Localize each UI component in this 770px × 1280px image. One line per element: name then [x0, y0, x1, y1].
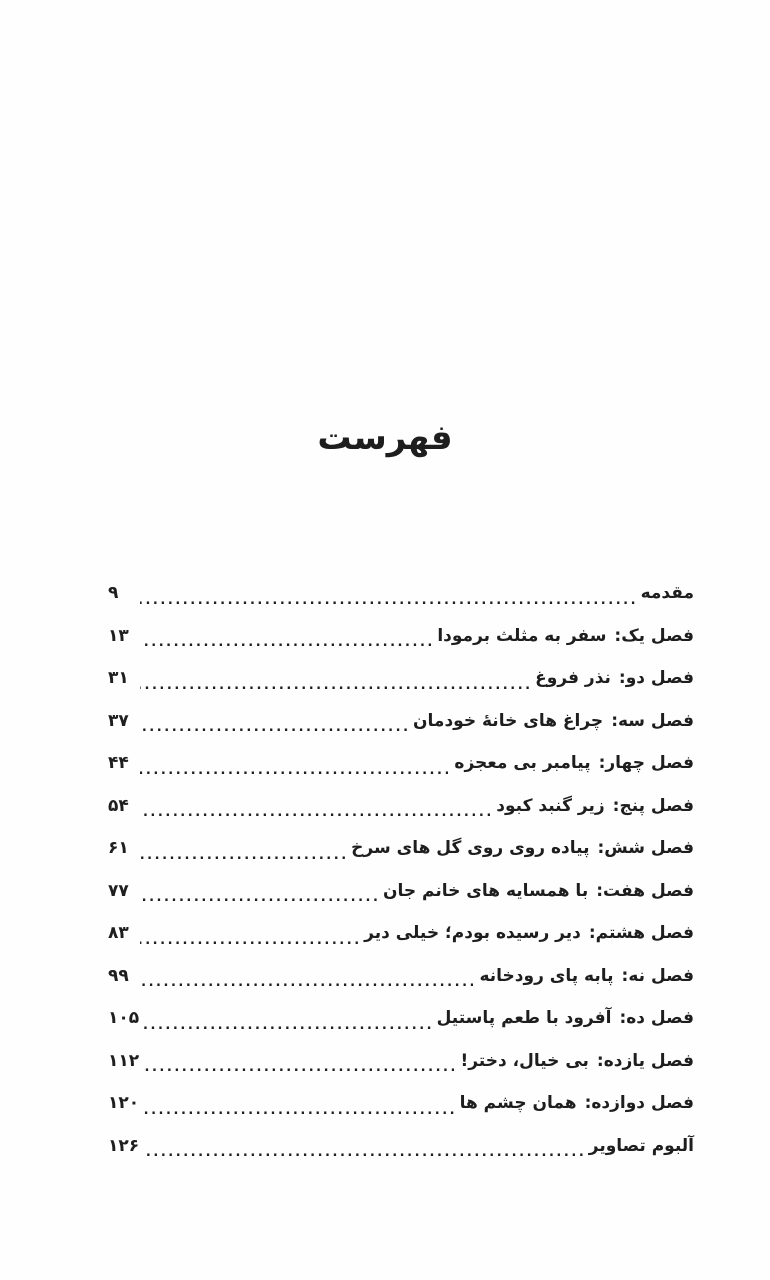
toc-entry-label: مقدمه	[640, 583, 694, 603]
toc-entry	[108, 997, 694, 1040]
toc-page-number: ۷۷	[108, 880, 129, 901]
toc-page-number: ۱۰۵	[108, 1008, 140, 1028]
toc-entry	[108, 572, 694, 615]
toc-dot-leader	[140, 912, 358, 955]
toc-entry-title	[490, 785, 694, 828]
toc-entry-subtitle: نذر فروغ	[535, 668, 611, 688]
toc-entry-subtitle: دیر رسیده بودم؛ خیلی دیر	[364, 923, 581, 943]
toc-entry-title	[448, 742, 694, 785]
toc-entry-label: فصل هشتم:	[588, 923, 694, 943]
toc-entry	[108, 1125, 694, 1168]
toc-entry-subtitle: پیامبر بی معجزه	[454, 753, 591, 773]
toc-entry-subtitle: زیر گنبد کبود	[496, 795, 605, 816]
toc-dot-leader	[140, 700, 407, 743]
toc-entry-title	[431, 997, 694, 1040]
toc-page-number: ۴۴	[108, 753, 129, 773]
toc-entry	[108, 955, 694, 998]
toc-entry-title	[635, 572, 694, 615]
toc-entry-title	[473, 955, 694, 998]
toc-dot-leader	[143, 1082, 453, 1125]
toc-page-number: ۹۹	[108, 965, 129, 986]
toc-entry-label: فصل یک:	[614, 625, 694, 646]
toc-entry-label: فصل شش:	[597, 838, 694, 858]
toc-entry	[108, 870, 694, 913]
toc-entry-label: آلبوم تصاویر	[588, 1135, 694, 1156]
toc-entry-title	[529, 657, 694, 700]
toc-page-number: ۱۲۰	[108, 1093, 140, 1113]
toc-entry-subtitle: چراغ های خانۀ خودمان	[413, 710, 604, 731]
toc-entry	[108, 700, 694, 743]
toc-entry-title	[377, 870, 694, 913]
toc-entry	[108, 827, 694, 870]
toc-entry	[108, 1082, 694, 1125]
toc-entry	[108, 742, 694, 785]
toc-entry-subtitle: همان چشم ها	[459, 1093, 577, 1113]
toc-dot-leader	[143, 1040, 454, 1083]
toc-entry	[108, 615, 694, 658]
toc-entry-label: فصل یازده:	[596, 1050, 694, 1071]
toc-dot-leader	[140, 955, 473, 998]
toc-entry-label: فصل ده:	[619, 1008, 694, 1028]
toc-page-number: ۶۱	[108, 838, 129, 858]
toc-dot-leader	[140, 870, 377, 913]
toc-entry-title	[454, 1040, 694, 1083]
toc-page-number: ۱۳	[108, 625, 129, 646]
toc-entry-label: فصل سه:	[611, 710, 694, 731]
toc-dot-leader	[140, 785, 490, 828]
toc-entry-subtitle: پابه پای رودخانه	[479, 965, 614, 986]
table-of-contents	[108, 572, 694, 1167]
toc-entry-label: فصل چهار:	[598, 753, 694, 773]
toc-dot-leader	[140, 615, 431, 658]
toc-page-number: ۳۷	[108, 710, 129, 731]
toc-entry	[108, 1040, 694, 1083]
toc-dot-leader	[143, 997, 430, 1040]
toc-entry-subtitle: بی خیال، دختر!	[460, 1050, 589, 1071]
toc-entry-label: فصل نه:	[621, 965, 694, 986]
toc-entry	[108, 785, 694, 828]
page-title: فهرست	[317, 418, 453, 458]
toc-entry	[108, 657, 694, 700]
toc-entry-title	[358, 912, 694, 955]
toc-entry	[108, 912, 694, 955]
toc-dot-leader	[140, 572, 635, 615]
toc-dot-leader	[140, 657, 529, 700]
toc-page-number: ۳۱	[108, 668, 129, 688]
toc-entry-label: فصل دوازده:	[584, 1093, 694, 1113]
toc-entry-label: فصل پنج:	[612, 795, 694, 816]
toc-entry-label: فصل هفت:	[596, 880, 694, 901]
toc-dot-leader	[143, 1125, 583, 1168]
toc-entry-title	[454, 1082, 694, 1125]
toc-entry-title	[407, 700, 694, 743]
toc-entry-title	[583, 1125, 694, 1168]
toc-entry-subtitle: پیاده روی روی گل های سرخ	[351, 838, 590, 858]
toc-page-number: ۱۲۶	[108, 1135, 140, 1156]
toc-page-number: ۸۳	[108, 923, 129, 943]
toc-entry-subtitle: سفر به مثلث برمودا	[437, 625, 607, 646]
toc-dot-leader	[140, 827, 345, 870]
toc-page-number: ۵۴	[108, 795, 129, 816]
toc-dot-leader	[140, 742, 448, 785]
toc-page-number: ۹	[108, 583, 119, 603]
toc-entry-subtitle: با همسایه های خانم جان	[382, 880, 589, 901]
toc-entry-label: فصل دو:	[618, 668, 694, 688]
toc-page-number: ۱۱۲	[108, 1050, 140, 1071]
toc-entry-subtitle: آفرود با طعم پاستیل	[436, 1008, 612, 1028]
toc-entry-title	[345, 827, 694, 870]
toc-entry-title	[431, 615, 694, 658]
